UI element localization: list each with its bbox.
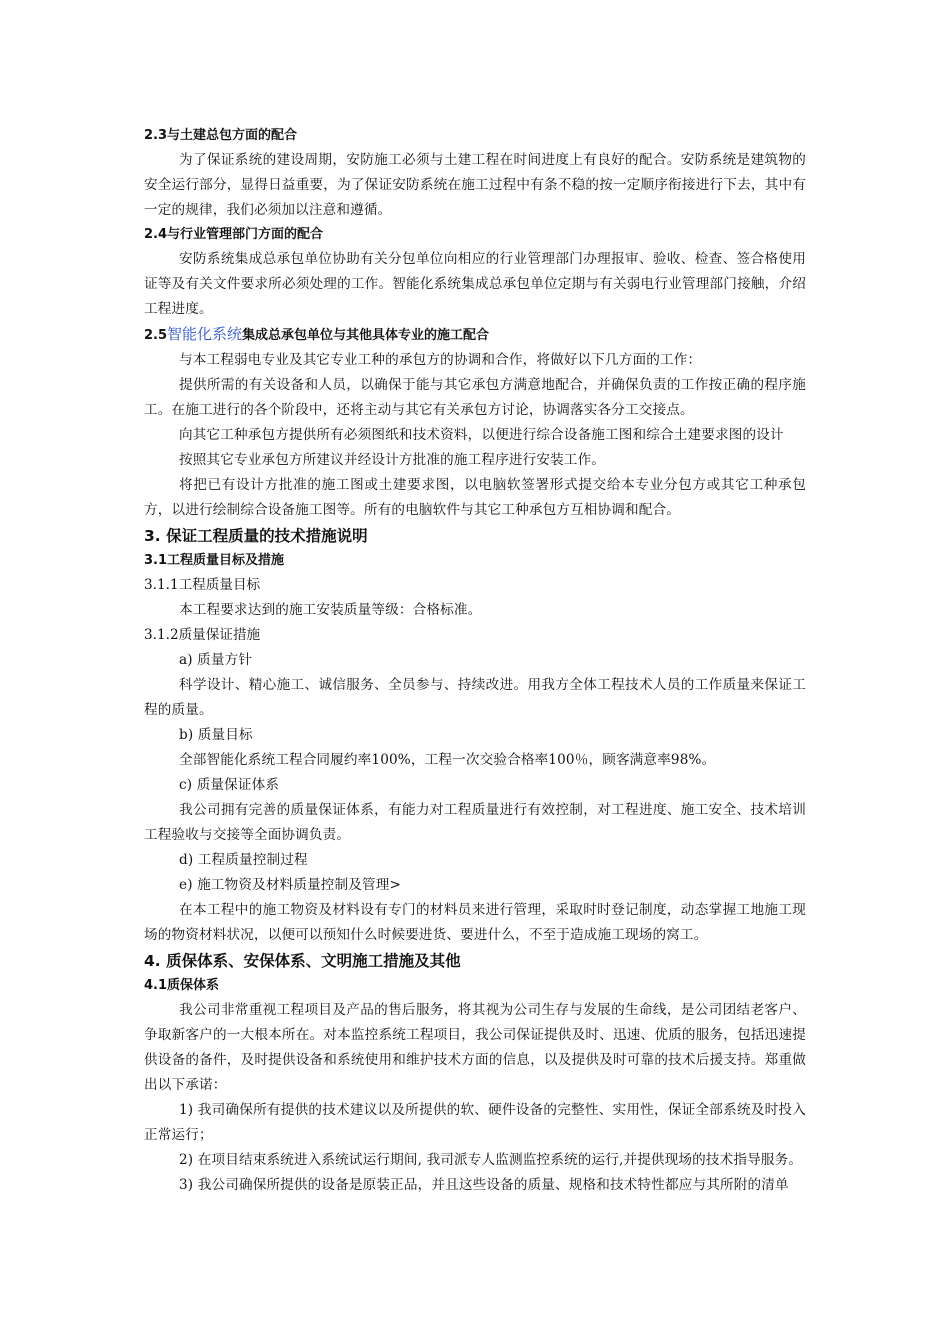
paragraph: 与本工程弱电专业及其它专业工种的承包方的协调和合作，将做好以下几方面的工作：: [179, 352, 702, 368]
section-2-5-heading: [144, 322, 806, 348]
list-item-label: c) 质量保证体系: [179, 777, 280, 793]
section-2-4-heading: 2.4与行业管理部门方面的配合: [144, 227, 324, 242]
paragraph: 我公司拥有完善的质量保证体系，有能力对工程质量进行有效控制，对工程进度、施工安全、技术培训工程验收与交接等全面协调负责。: [144, 802, 806, 843]
list-item-label: b) 质量目标: [179, 727, 253, 743]
section-4-heading: 4. 质保体系、安保体系、文明施工措施及其他: [144, 952, 461, 970]
list-item-label: d) 工程质量控制过程: [179, 852, 308, 868]
paragraph: 安防系统集成总承包单位协助有关分包单位向相应的行业管理部门办理报审、验收、检查、签合格使用证等及有关文件要求所必须处理的工作。智能化系统集成总承包单位定期与有关弱电行业管理部门接触，介绍工程进度。: [144, 251, 806, 317]
paragraph: 按照其它专业承包方所建议并经设计方批准的施工程序进行安装工作。: [179, 452, 606, 468]
section-3-1-heading: 3.1工程质量目标及措施: [144, 553, 285, 568]
list-item: 2) 在项目结束系统进入系统试运行期间, 我司派专人监测监控系统的运行,并提供现场的技术指导服务。: [179, 1152, 803, 1168]
paragraph: 向其它工种承包方提供所有必须图纸和技术资料，以便进行综合设备施工图和综合土建要求图的设计: [179, 427, 784, 443]
paragraph: 科学设计、精心施工、诚信服务、全员参与、持续改进。用我方全体工程技术人员的工作质量来保证工程的质量。: [144, 677, 806, 718]
list-item: 1) 我司确保所有提供的技术建议以及所提供的软、硬件设备的完整性、实用性，保证全部系统及时投入正常运行；: [144, 1102, 806, 1143]
paragraph: 我公司非常重视工程项目及产品的售后服务，将其视为公司生存与发展的生命线，是公司团结老客户、争取新客户的一大根本所在。对本监控系统工程项目，我公司保证提供及时、迅速、优质的服务，包括迅速提供设备的备件，及时提供设备和系统使用和维护技术方面的信息，以及提供及时可靠的技术后援支持。郑重做出以下承诺：: [144, 1002, 806, 1093]
section-3-1-2-heading: 3.1.2质量保证措施: [144, 627, 261, 643]
document-body: [144, 124, 806, 1198]
heading-number: 2.5: [144, 328, 168, 343]
heading-text: 集成总承包单位与其他具体专业的施工配合: [242, 328, 490, 343]
section-2-3-heading: 2.3与土建总包方面的配合: [144, 128, 298, 143]
list-item-label: e) 施工物资及材料质量控制及管理>: [179, 877, 402, 893]
paragraph: 为了保证系统的建设周期，安防施工必须与土建工程在时间进度上有良好的配合。安防系统是建筑物的安全运行部分，显得日益重要，为了保证安防系统在施工过程中有条不稳的按一定顺序衔接进行下去，其中有一定的规律，我们必须加以注意和遵循。: [144, 152, 806, 218]
paragraph: 提供所需的有关设备和人员，以确保于能与其它承包方满意地配合，并确保负责的工作按正确的程序施工。在施工进行的各个阶段中，还将主动与其它有关承包方讨论，协调落实各分工交接点。: [144, 377, 806, 418]
list-item: 3) 我公司确保所提供的设备是原装正品，并且这些设备的质量、规格和技术特性都应与其所附的清单: [179, 1177, 789, 1193]
section-3-1-1-heading: 3.1.1工程质量目标: [144, 577, 261, 593]
section-4-1-heading: 4.1质保体系: [144, 978, 220, 993]
section-3-heading: 3. 保证工程质量的技术措施说明: [144, 527, 368, 545]
paragraph: 本工程要求达到的施工安装质量等级：合格标准。: [179, 602, 482, 618]
paragraph: 在本工程中的施工物资及材料设有专门的材料员来进行管理，采取时时登记制度，动态掌握工地施工现场的物资材料状况，以便可以预知什么时候要进货、要进什么，不至于造成施工现场的窝工。: [144, 902, 806, 943]
smart-system-link[interactable]: 智能化系统: [167, 325, 243, 343]
paragraph: 全部智能化系统工程合同履约率100%，工程一次交验合格率100％，顾客满意率98%。: [179, 752, 716, 768]
list-item-label: a) 质量方针: [179, 652, 253, 668]
paragraph: 将把已有设计方批准的施工图或土建要求图，以电脑软签署形式提交给本专业分包方或其它工种承包方，以进行绘制综合设备施工图等。所有的电脑软件与其它工种承包方互相协调和配合。: [144, 477, 806, 518]
